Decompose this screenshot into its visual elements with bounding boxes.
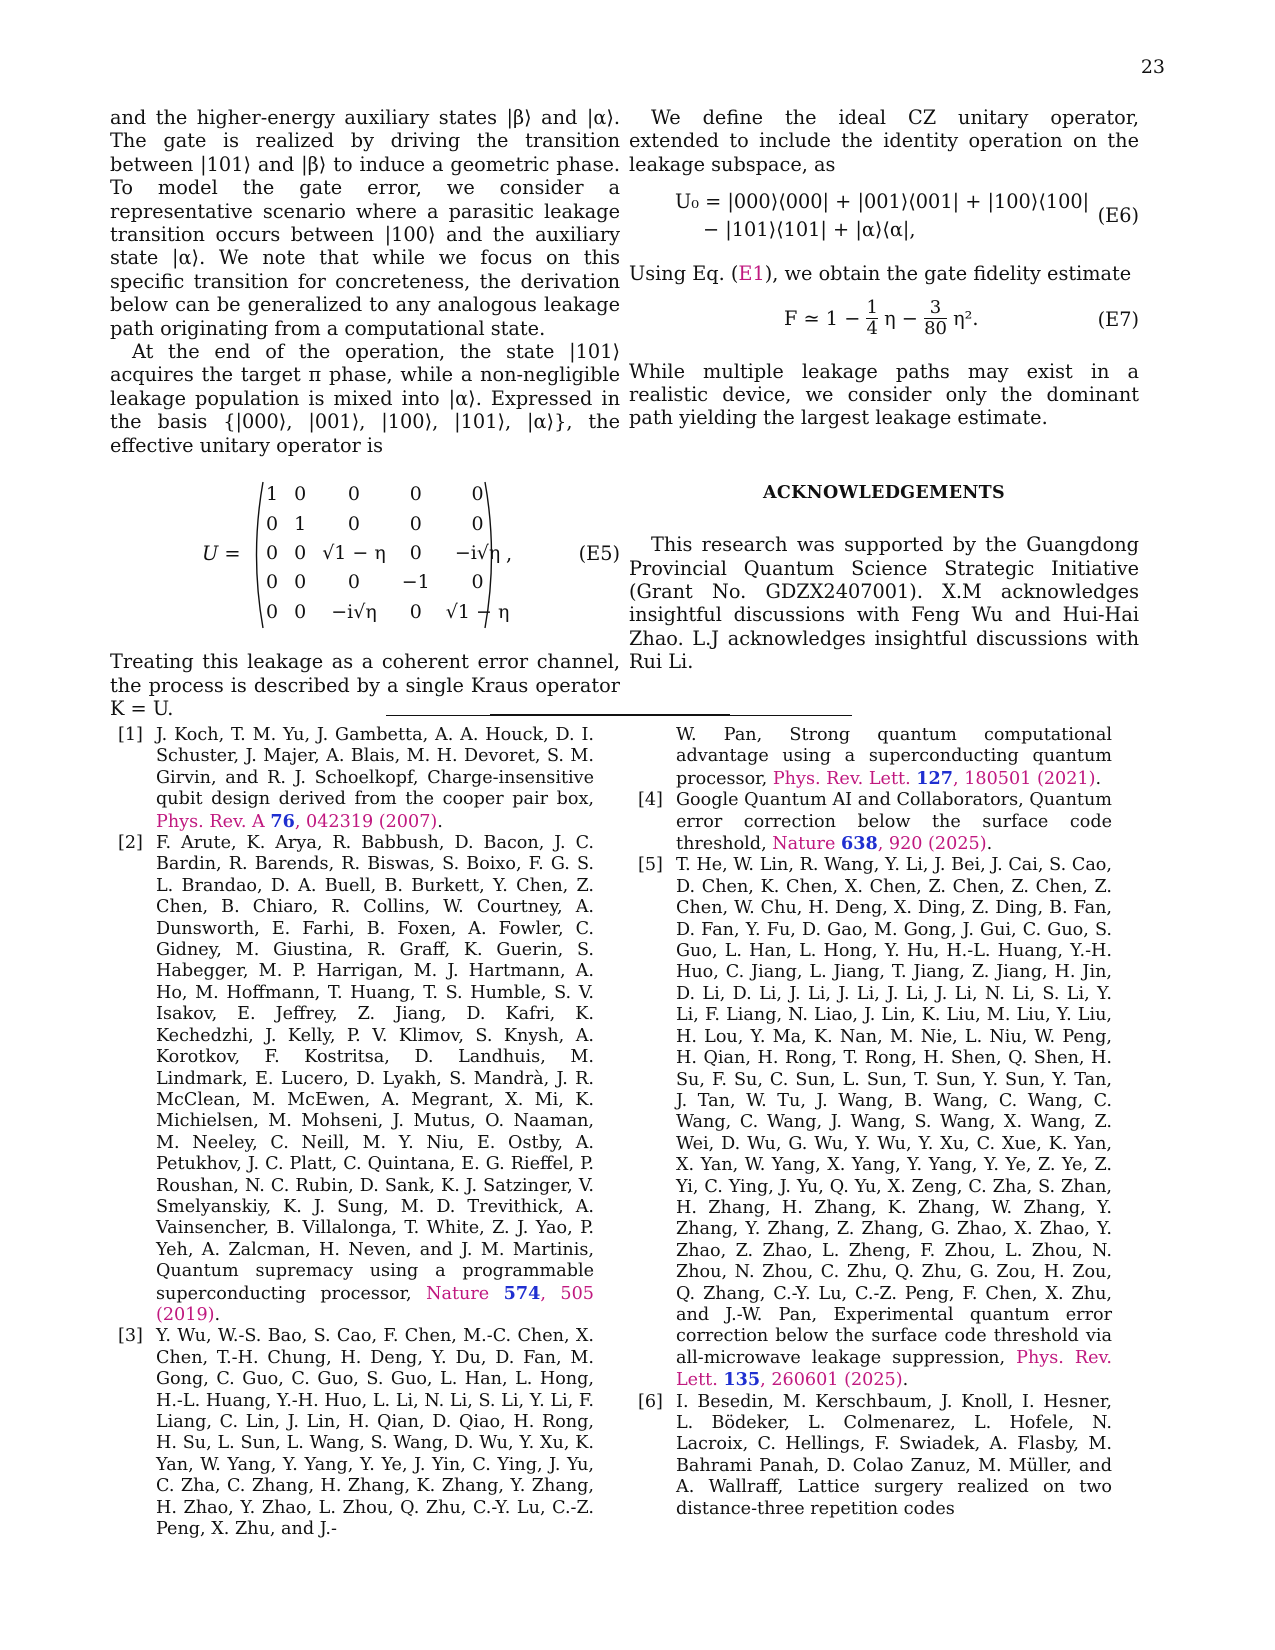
numerator: 1 (866, 296, 878, 318)
matrix-cell: 0 (409, 600, 422, 623)
matrix-cell: 0 (409, 541, 422, 564)
matrix-cell: 0 (409, 483, 422, 506)
denominator: 4 (866, 317, 878, 339)
pages: , 260601 (2025) (760, 1370, 903, 1391)
matrix-cell: 0 (471, 571, 484, 594)
equation-label: (E5) (578, 542, 620, 566)
matrix-cell: √1 − η (322, 541, 386, 564)
reference-number: [1] (118, 725, 143, 745)
matrix-cell: 0 (409, 512, 422, 535)
right-paren-icon (482, 480, 500, 630)
matrix-cell: 0 (294, 600, 307, 623)
reference-item (638, 790, 1112, 855)
matrix-cell: 0 (347, 571, 361, 594)
journal: Phys. Rev. Lett. (676, 1347, 1112, 1391)
denominator: 80 (924, 317, 947, 339)
reference-number: [2] (118, 833, 143, 854)
matrix-cell: 0 (347, 483, 361, 506)
reference-number: [6] (638, 1391, 663, 1412)
reference-number: [5] (638, 855, 663, 876)
matrix-cell: 0 (266, 600, 279, 623)
matrix-cell: √1 − η (445, 600, 510, 623)
journal: Nature (772, 834, 841, 855)
matrix-row (258, 510, 517, 539)
reference-item (118, 725, 594, 833)
reference-item (638, 1392, 1112, 1520)
references-right (638, 725, 1112, 1520)
paragraph (629, 262, 1139, 285)
equation-e5 (110, 480, 620, 630)
left-column (110, 106, 620, 720)
volume: 574 (503, 1282, 541, 1304)
equation-e7 (629, 294, 1139, 350)
matrix-cell: 0 (294, 541, 307, 564)
matrix-grid (258, 480, 517, 627)
paragraph: While multiple leakage paths may exist in a realistic device, we consider only the dominant path yielding the largest leakage estimate. (629, 359, 1139, 430)
equation-body (784, 298, 979, 339)
references-left (118, 725, 594, 1540)
fraction (866, 298, 877, 339)
reference-link[interactable] (156, 812, 437, 832)
paragraph: We define the ideal CZ unitary operator, extended to include the identity operation on the leakage subspace, as (629, 106, 1139, 176)
reference-number: [3] (118, 1326, 143, 1347)
matrix-cell: 0 (294, 483, 307, 506)
volume: 76 (270, 810, 295, 832)
punctuation: . (902, 1370, 909, 1391)
equation-term: η − (884, 306, 918, 330)
reference-text: W. Pan, Strong quantum computational advantage using a superconducting quantum processor, (676, 725, 1112, 789)
equation-label: (E7) (1097, 307, 1139, 331)
equation-link[interactable]: E1 (738, 262, 765, 286)
page-number: 23 (1140, 56, 1165, 78)
matrix-cell: −i√η (331, 600, 377, 623)
matrix-cell: 1 (266, 483, 279, 506)
volume: 638 (840, 833, 878, 855)
pages: , 920 (2025) (877, 834, 987, 855)
punctuation: . (437, 811, 443, 832)
reference-link[interactable] (773, 769, 1096, 789)
matrix-cell: 0 (471, 483, 484, 506)
matrix-cell: −1 (401, 571, 430, 594)
reference-continuation (638, 725, 1112, 790)
matrix-cell: 0 (294, 571, 307, 594)
punctuation: . (986, 834, 993, 855)
equation-term: η². (953, 306, 979, 330)
acknowledgements-text: This research was supported by the Guangdong Provincial Quantum Science Strategic Initiative (Grant No. GDZX2407001). X.M acknowledges insightful discussions with Feng Wu and Hui-Hai Zhao. L.J acknowledges insightful discussions with Rui Li. (629, 533, 1139, 674)
matrix-cell: −i√η (454, 541, 501, 564)
matrix-cell: 0 (471, 512, 484, 535)
matrix-cell: 0 (266, 541, 279, 564)
matrix-row (258, 598, 517, 627)
equation-line: − |101⟩⟨101| + |α⟩⟨α|, (703, 218, 916, 242)
equation-line: U₀ = |000⟩⟨000| + |001⟩⟨001| + |100⟩⟨100| (675, 190, 1090, 214)
reference-item (118, 1326, 594, 1540)
separator-rule-accent (490, 714, 730, 716)
numerator: 3 (929, 296, 942, 318)
matrix-cell: 0 (266, 512, 279, 535)
reference-number: [4] (638, 790, 663, 811)
pages: , 180501 (2021) (953, 768, 1096, 789)
matrix-row (258, 539, 517, 568)
text: Using Eq. ( (629, 262, 739, 286)
pages: , 042319 (2007) (294, 811, 438, 832)
equation-trail: , (506, 542, 513, 566)
section-heading: ACKNOWLEDGEMENTS (763, 482, 1005, 503)
fraction (924, 298, 947, 339)
equation-label: (E6) (1097, 204, 1139, 228)
journal: Nature (426, 1283, 504, 1304)
paragraph: and the higher-energy auxiliary states |β⟩ and |α⟩. The gate is realized by driving the transition between |101⟩ and |β⟩ to induce a geometric phase. To model the gate error, we consider a representative scenario where a parasitic leakage transition occurs between |100⟩ and the auxiliary state |α⟩. We note that while we focus on this specific transition for concreteness, the derivation below can be generalized to any analogous leakage path originating from a computational state. (110, 106, 620, 340)
volume: 135 (723, 1369, 761, 1391)
reference-text: Y. Wu, W.-S. Bao, S. Cao, F. Chen, M.-C. Chen, X. Chen, T.-H. Chung, H. Deng, Y. Du, D. Fan, M. Gong, C. Guo, C. Guo, S. Guo, L. Han, L. Hong, H.-L. Huang, Y.-H. Huo, L. Li, N. Li, S. Li, Y. Li, F. Liang, C. Lin, J. Lin, H. Qian, D. Qiao, H. Rong, H. Su, L. Sun, L. Wang, S. Wang, D. Wu, Y. Xu, K. Yan, W. Yang, Y. Yang, Y. Ye, J. Yin, C. Ying, J. Yu, C. Zha, C. Zhang, H. Zhang, K. Zhang, Y. Zhang, H. Zhao, Y. Zhao, L. Zhou, Q. Zhu, C.-Y. Lu, C.-Z. Peng, X. Zhu, and J.- (156, 1326, 594, 1540)
punctuation: . (1095, 768, 1102, 789)
journal: Phys. Rev. A (156, 811, 271, 832)
paragraph: Treating this leakage as a coherent error channel, the process is described by a single Kraus operator K = U. (110, 650, 620, 720)
reference-text: F. Arute, K. Arya, R. Babbush, D. Bacon, J. C. Bardin, R. Barends, R. Biswas, S. Boixo, F. G. S. L. Brandao, D. A. Buell, B. Burkett, Y. Chen, Z. Chen, B. Chiaro, R. Collins, W. Courtney, A. Dunsworth, E. Farhi, B. Foxen, A. Fowler, C. Gidney, M. Giustina, R. Graff, K. Guerin, S. Habegger, M. P. Harrigan, M. J. Hartmann, A. Ho, M. Hoffmann, T. Huang, T. S. Humble, S. V. Isakov, E. Jeffrey, Z. Jiang, D. Kafri, K. Kechedzhi, J. Kelly, P. V. Klimov, S. Knysh, A. Korotkov, F. Kostritsa, D. Landhuis, M. Lindmark, E. Lucero, D. Lyakh, S. Mandrà, J. R. McClean, M. McEwen, A. Megrant, X. Mi, K. Michielsen, M. Mohseni, J. Mutus, O. Naaman, M. Neeley, C. Neill, M. Y. Niu, E. Ostby, A. Petukhov, J. C. Platt, C. Quintana, E. G. Rieffel, P. Roushan, N. C. Rubin, D. Sank, K. J. Satzinger, V. Smelyanskiy, K. J. Sung, M. D. Trevithick, A. Vainsencher, B. Villalonga, T. White, Z. J. Yao, P. Yeh, A. Zalcman, H. Neven, and J. M. Martinis, Quantum supremacy using a programmable superconducting processor, (156, 833, 594, 1304)
equation-lhs: U = (202, 542, 241, 566)
matrix-cell: 0 (266, 571, 279, 594)
equation-lhs: F ≃ 1 − (784, 306, 861, 330)
reference-text: I. Besedin, M. Kerschbaum, J. Knoll, I. Hesner, L. Bödeker, L. Colmenarez, L. Hofele, N. Lacroix, C. Hellings, F. Swiadek, A. Flasby, M. Bahrami Panah, D. Colao Zanuz, M. Müller, and A. Wallraff, Lattice surgery realized on two distance-three repetition codes (676, 1391, 1112, 1519)
matrix (248, 480, 608, 630)
matrix-cell: 1 (294, 512, 307, 535)
punctuation: . (214, 1304, 221, 1325)
matrix-row (258, 480, 517, 509)
matrix-row (258, 568, 517, 597)
reference-text: T. He, W. Lin, R. Wang, Y. Li, J. Bei, J. Cai, S. Cao, D. Chen, K. Chen, X. Chen, Z. Chen, Z. Chen, Z. Chen, W. Chu, H. Deng, X. Ding, Z. Ding, B. Fan, D. Fan, Y. Fu, D. Gao, M. Gong, J. Gui, C. Guo, S. Guo, L. Han, L. Hong, Y. Hu, H.-L. Huang, Y.-H. Huo, C. Jiang, L. Jiang, T. Jiang, Z. Jiang, H. Jin, D. Li, D. Li, J. Li, J. Li, J. Li, J. Li, N. Li, S. Li, Y. Li, F. Liang, N. Liao, J. Lin, K. Liu, M. Liu, Y. Liu, H. Lou, Y. Ma, K. Nan, M. Nie, L. Niu, W. Peng, H. Qian, H. Rong, T. Rong, H. Shen, Q. Shen, H. Su, F. Su, C. Sun, L. Sun, T. Sun, Y. Sun, Y. Tan, J. Tan, W. Tu, J. Wang, B. Wang, C. Wang, C. Wang, C. Wang, J. Wang, S. Wang, X. Wang, Z. Wei, D. Wu, G. Wu, Y. Wu, Y. Xu, C. Xue, K. Yan, X. Yan, W. Yang, X. Yang, Y. Yang, Y. Ye, Z. Ye, Z. Yi, C. Ying, J. Yu, Q. Yu, X. Zeng, C. Zha, S. Zhan, H. Zhang, H. Zhang, K. Zhang, W. Zhang, Y. Zhang, Y. Zhang, Z. Zhang, G. Zhao, X. Zhao, Y. Zhao, Z. Zhao, L. Zheng, F. Zhou, L. Zhou, N. Zhou, N. Zhou, C. Zhu, Q. Zhu, G. Zou, H. Zou, Q. Zhang, C.-Y. Lu, C.-Z. Peng, F. Chen, X. Zhu, and J.-W. Pan, Experimental quantum error correction below the surface code threshold via all-microwave leakage suppression, (676, 855, 1112, 1368)
reference-item (118, 833, 594, 1326)
reference-text: Google Quantum AI and Collaborators, Quantum error correction below the surface code threshold, (676, 790, 1112, 855)
volume: 127 (916, 767, 954, 789)
text: ), we obtain the gate fidelity estimate (764, 262, 1132, 286)
reference-item (638, 855, 1112, 1391)
equation-e6 (629, 190, 1139, 250)
paragraph: At the end of the operation, the state |101⟩ acquires the target π phase, while a non-negligible leakage population is mixed into |α⟩. Expressed in the basis {|000⟩, |001⟩, |100⟩, |101⟩, |α⟩}, the effective unitary operator is (110, 340, 620, 457)
pages: , 505 (2019) (156, 1283, 594, 1325)
reference-link[interactable] (772, 834, 986, 854)
journal: Phys. Rev. Lett. (772, 768, 917, 789)
reference-text: J. Koch, T. M. Yu, J. Gambetta, A. A. Houck, D. I. Schuster, J. Majer, A. Blais, M. H. Devoret, S. M. Girvin, and R. J. Schoelkopf, Charge-insensitive qubit design derived from the cooper pair box, (156, 725, 594, 810)
right-column (629, 106, 1139, 674)
matrix-cell: 0 (347, 512, 361, 535)
